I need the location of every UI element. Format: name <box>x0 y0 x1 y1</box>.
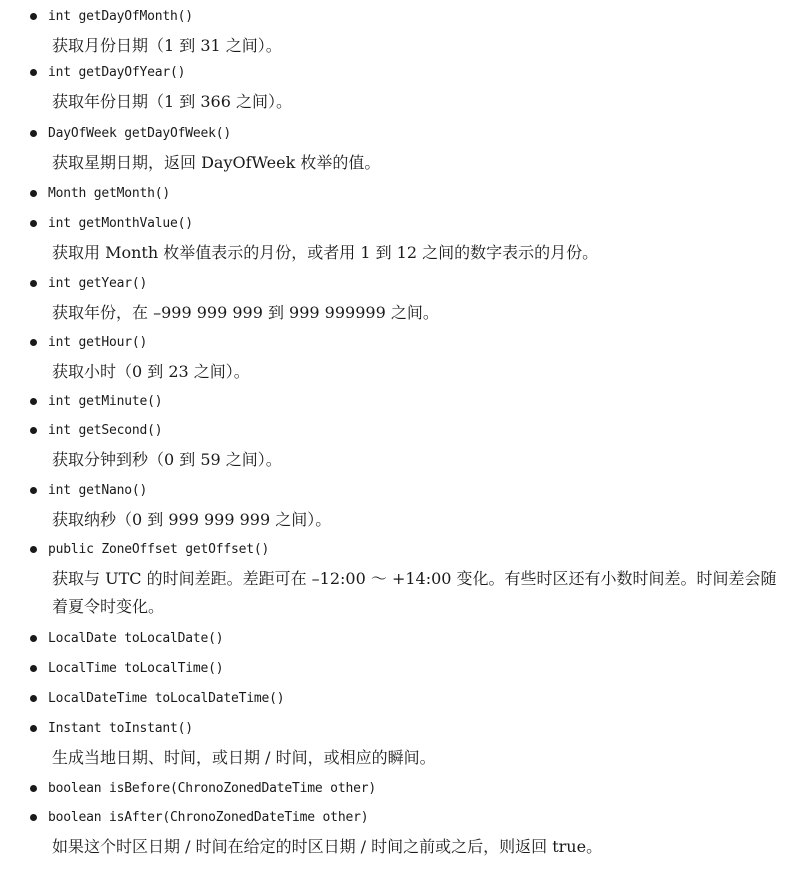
bullet-icon <box>30 280 37 287</box>
bullet-icon <box>30 130 37 137</box>
bullet-icon <box>30 398 37 405</box>
bullet-icon <box>30 695 37 702</box>
bullet-icon <box>30 13 37 20</box>
method-signature: int getSecond() <box>48 423 163 438</box>
method-signature: LocalDate toLocalDate() <box>48 631 224 646</box>
method-signature: int getDayOfMonth() <box>48 9 193 24</box>
method-signature: int getNano() <box>48 483 148 498</box>
bullet-icon <box>30 427 37 434</box>
method-description: 获取与 UTC 的时间差距。差距可在 –12:00 ～ +14:00 变化。有些时区还有小数时间差。时间差会随着夏令时变化。 <box>52 569 777 616</box>
bullet-icon <box>30 487 37 494</box>
method-description: 获取小时（0 到 23 之间）。 <box>52 362 250 381</box>
bullet-icon <box>30 339 37 346</box>
method-signature: int getMonthValue() <box>48 216 193 231</box>
method-description: 获取用 Month 枚举值表示的月份，或者用 1 到 12 之间的数字表示的月份。 <box>52 243 599 262</box>
method-signature: int getDayOfYear() <box>48 65 186 80</box>
method-description: 生成当地日期、时间，或日期 / 时间，或相应的瞬间。 <box>52 748 436 767</box>
method-signature: LocalTime toLocalTime() <box>48 661 224 676</box>
method-signature: Month getMonth() <box>48 186 171 201</box>
bullet-icon <box>30 785 37 792</box>
method-description: 获取星期日期，返回 DayOfWeek 枚举的值。 <box>52 153 381 172</box>
method-description: 获取月份日期（1 到 31 之间）。 <box>52 36 282 55</box>
bullet-icon <box>30 814 37 821</box>
method-description: 获取年份，在 –999 999 999 到 999 999999 之间。 <box>52 303 439 322</box>
method-description: 获取年份日期（1 到 366 之间）。 <box>52 92 292 111</box>
method-signature: DayOfWeek getDayOfWeek() <box>48 126 232 141</box>
bullet-icon <box>30 725 37 732</box>
bullet-icon <box>30 69 37 76</box>
method-signature: int getHour() <box>48 335 148 350</box>
bullet-icon <box>30 546 37 553</box>
method-signature: boolean isAfter(ChronoZonedDateTime other) <box>48 810 369 825</box>
method-signature: public ZoneOffset getOffset() <box>48 542 270 557</box>
method-signature: boolean isBefore(ChronoZonedDateTime other) <box>48 781 376 796</box>
bullet-icon <box>30 665 37 672</box>
method-signature: int getYear() <box>48 276 148 291</box>
bullet-icon <box>30 190 37 197</box>
method-signature: LocalDateTime toLocalDateTime() <box>48 691 285 706</box>
method-signature: int getMinute() <box>48 394 163 409</box>
method-description: 如果这个时区日期 / 时间在给定的时区日期 / 时间之前或之后，则返回 true。 <box>52 837 603 856</box>
bullet-icon <box>30 635 37 642</box>
bullet-icon <box>30 220 37 227</box>
method-description: 获取纳秒（0 到 999 999 999 之间）。 <box>52 510 332 529</box>
method-description: 获取分钟到秒（0 到 59 之间）。 <box>52 450 282 469</box>
method-signature: Instant toInstant() <box>48 721 193 736</box>
